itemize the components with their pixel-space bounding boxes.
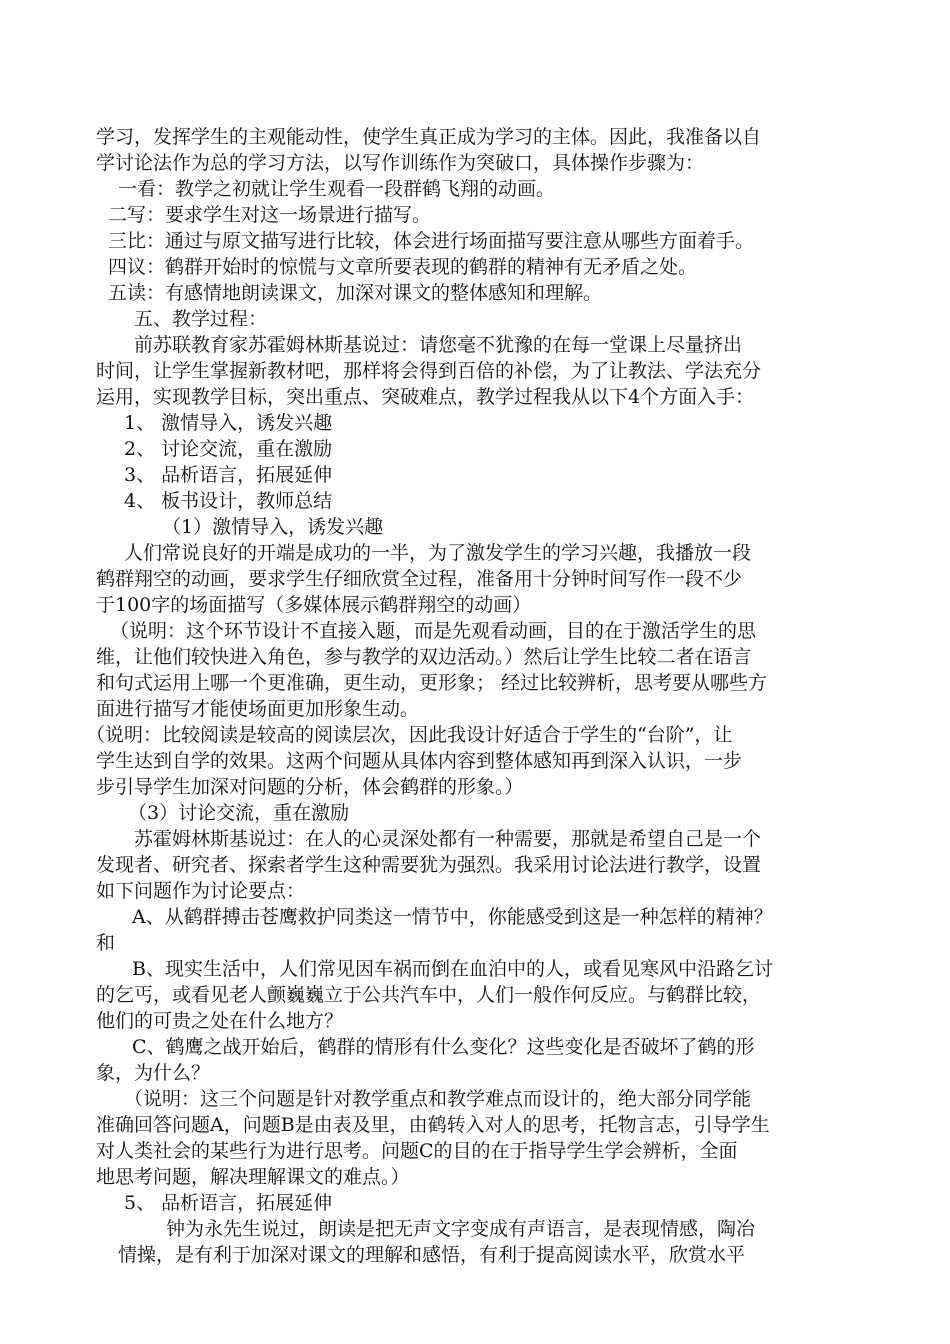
text-line: （说明：这三个问题是针对教学重点和教学难点而设计的，绝大部分同学能 (124, 1088, 752, 1110)
text-line: 象，为什么？ (96, 1062, 211, 1084)
text-line: 苏霍姆林斯基说过：在人的心灵深处都有一种需要，那就是希望自己是一个 (134, 828, 762, 850)
text-line: 学生达到自学的效果。这两个问题从具体内容到整体感知再到深入认识，一步 (96, 750, 743, 772)
subsection-heading: （3）讨论交流，重在激励 (128, 802, 350, 824)
text-line: 对人类社会的某些行为进行思考。问题C的目的在于指导学生学会辨析，全面 (96, 1140, 738, 1162)
text-line: 三比：通过与原文描写进行比较，体会进行场面描写要注意从哪些方面着手。 (108, 230, 755, 252)
section-heading: 五、教学过程： (134, 308, 268, 330)
text-line: （说明：比较阅读是较高的阅读层次，因此我设计好适合于学生的“台阶”，让 (86, 724, 733, 746)
list-item: 5、 品析语言，拓展延伸 (124, 1192, 333, 1214)
question-line: B、现实生活中，人们常见因车祸而倒在血泊中的人，或看见寒风中沿路乞讨 (132, 958, 773, 980)
text-line: 二写：要求学生对这一场景进行描写。 (108, 204, 432, 226)
text-line: 前苏联教育家苏霍姆林斯基说过：请您毫不犹豫的在每一堂课上尽量挤出 (134, 334, 743, 356)
text-line: 运用，实现教学目标，突出重点、突破难点，教学过程我从以下4个方面入手： (96, 386, 755, 408)
question-line: C、鹤鹰之战开始后，鹤群的情形有什么变化？这些变化是否破坏了鹤的形 (132, 1036, 755, 1058)
text-line: 学讨论法作为总的学习方法，以写作训练作为突破口，具体操作步骤为： (96, 152, 705, 174)
text-line: 和句式运用上哪一个更准确，更生动，更形象； 经过比较辨析，思考要从哪些方 (96, 672, 768, 694)
text-line: 面进行描写才能使场面更加形象生动。 (96, 698, 420, 720)
text-line: 的乞丐，或看见老人颤巍巍立于公共汽车中，人们一般作何反应。与鹤群比较， (96, 984, 762, 1006)
text-line: 于100字的场面描写（多媒体展示鹤群翔空的动画） (96, 594, 532, 616)
text-line: 维，让他们较快进入角色，参与教学的双边活动。）然后让学生比较二者在语言 (96, 646, 752, 668)
text-line: 五读：有感情地朗读课文，加深对课文的整体感知和理解。 (108, 282, 603, 304)
text-line: 准确回答问题A，问题B是由表及里，由鹤转入对人的思考，托物言志，引导学生 (96, 1114, 770, 1136)
text-line: 一看：教学之初就让学生观看一段群鹤飞翔的动画。 (118, 178, 556, 200)
text-line: 发现者、研究者、探索者学生这种需要犹为强烈。我采用讨论法进行教学，设置 (96, 854, 762, 876)
text-line: 如下问题作为讨论要点： (96, 880, 306, 902)
list-item: 1、 激情导入，诱发兴趣 (124, 412, 333, 434)
question-line: A、从鹤群搏击苍鹰救护同类这一情节中，你能感受到这是一种怎样的精神？ (132, 906, 773, 928)
text-line: 他们的可贵之处在什么地方？ (96, 1010, 344, 1032)
text-line: 人们常说良好的开端是成功的一半，为了激发学生的学习兴趣，我播放一段 (124, 542, 752, 564)
text-line: 地思考问题，解决理解课文的难点。） (96, 1166, 410, 1188)
text-line: 鹤群翔空的动画，要求学生仔细欣赏全过程，准备用十分钟时间写作一段不少 (96, 568, 743, 590)
text-line: 时间，让学生掌握新教材吧，那样将会得到百倍的补偿，为了让教法、学法充分 (96, 360, 762, 382)
text-line: 钟为永先生说过，朗读是把无声文字变成有声语言，是表现情感，陶冶 (166, 1218, 756, 1240)
list-item: 2、 讨论交流，重在激励 (124, 438, 333, 460)
subsection-heading: （1）激情导入，诱发兴趣 (162, 516, 384, 538)
text-line: 情操，是有利于加深对课文的理解和感悟，有利于提高阅读水平，欣赏水平 (118, 1244, 746, 1266)
list-item: 4、 板书设计，教师总结 (124, 490, 333, 512)
list-item: 3、 品析语言，拓展延伸 (124, 464, 333, 486)
text-line: （说明：这个环节设计不直接入题，而是先观看动画，目的在于激活学生的思 (110, 620, 757, 642)
text-line: 步引导学生加深对问题的分析，体会鹤群的形象。） (96, 776, 524, 798)
text-line: 学习，发挥学生的主观能动性，使学生真正成为学习的主体。因此，我准备以自 (96, 126, 762, 148)
text-line: 和 (96, 932, 116, 954)
text-line: 四议：鹤群开始时的惊慌与文章所要表现的鹤群的精神有无矛盾之处。 (108, 256, 698, 278)
